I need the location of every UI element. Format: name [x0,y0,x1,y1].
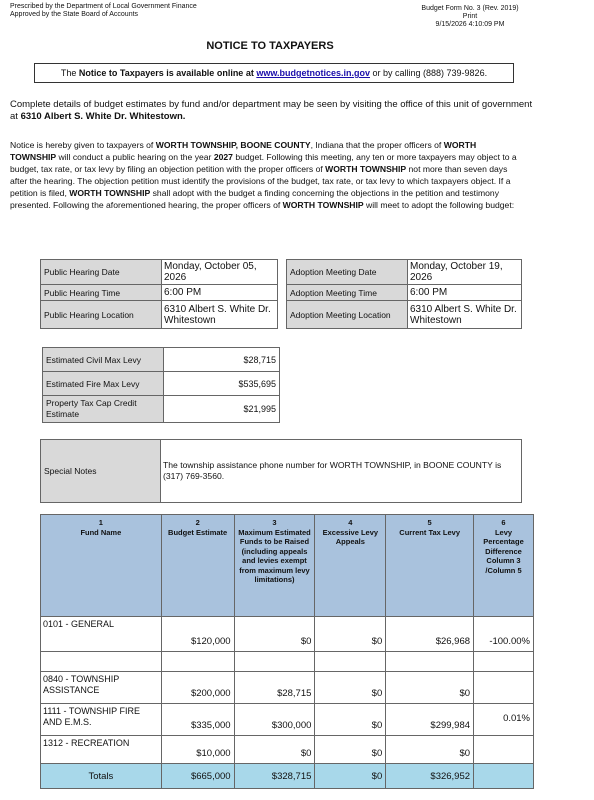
header-right [405,5,535,29]
col-3-number: 3 [272,518,277,527]
notice-text-4: budget. Following this meeting, any ten or more taxpayers may object to a budget, tax rate, or tax levy by filing an objection petition with the proper officers of [10,152,517,174]
col-4-number: 4 [348,518,353,527]
notice-text-6: shall adopt with the budget a finding concerning the objections in the petition and testimony presented. Following the aforementioned hearing, the proper officers of [10,188,499,210]
notice-paragraph [10,139,520,211]
table-row [41,704,534,736]
notice-text-2: , Indiana that the proper officers of [310,140,444,150]
col-max-funds-header [234,515,315,617]
hearing-location-label: Public Hearing Location [41,301,162,329]
notice-bold-2: WORTH TOWNSHIP [10,140,477,162]
excessive-levy: $0 [315,617,386,652]
public-hearing-table [40,259,278,329]
col-3-label: Maximum Estimated Funds to be Raised (including appeals and levies exempt from maximum levy limitations) [238,527,311,584]
notice-text-7: will meet to adopt the following budget: [363,200,515,210]
total-excessive-levy: $0 [315,764,386,789]
civil-levy-value: $28,715 [164,348,280,372]
form-number: Budget Form No. 3 (Rev. 2019) [421,5,519,12]
table-row [41,617,534,652]
totals-label: Totals [41,764,162,789]
col-5-label: Current Tax Levy [399,527,460,537]
notice-bold-5: WORTH TOWNSHIP [69,188,151,198]
total-budget-estimate: $665,000 [161,764,234,789]
hearing-date-value: Monday, October 05, 2026 [162,260,278,285]
current-levy: $26,968 [386,617,474,652]
special-notes-text: The township assistance phone number for WORTH TOWNSHIP, in BOONE COUNTY is (317) 769-3560. [161,440,522,503]
col-1-label: Fund Name [80,527,122,537]
fund-table-header [41,515,534,617]
adoption-location-label: Adoption Meeting Location [287,301,408,329]
adoption-date-value: Monday, October 19, 2026 [408,260,522,285]
table-spacer-row [41,652,534,672]
levy-pct: 0.01% [474,704,534,736]
max-funds: $0 [234,617,315,652]
max-funds: $0 [234,736,315,764]
fund-name: 1111 - TOWNSHIP FIRE AND E.M.S. [41,704,162,736]
adoption-location-value: 6310 Albert S. White Dr. Whitestown [408,301,522,329]
levy-estimates-table [42,347,280,423]
total-max-funds: $328,715 [234,764,315,789]
col-4-label: Excessive Levy Appeals [322,527,379,546]
notice-bold-3: 2027 [213,152,233,162]
total-levy-pct [474,764,534,789]
col-2-label: Budget Estimate [168,527,228,537]
col-current-levy-header [386,515,474,617]
fire-levy-label: Estimated Fire Max Levy [43,372,164,396]
excessive-levy: $0 [315,736,386,764]
budget-notices-link[interactable]: www.budgetnotices.in.gov [256,68,370,78]
details-address: 6310 Albert S. White Dr. Whitestown. [20,111,186,122]
fund-name: 0101 - GENERAL [41,617,162,652]
print-timestamp: 9/15/2026 4:10:09 PM [435,21,505,28]
table-row [41,672,534,704]
notice-bold-1: WORTH TOWNSHIP, BOONE COUNTY [155,140,311,150]
col-2-number: 2 [195,518,200,527]
col-budget-estimate-header [161,515,234,617]
page-title: NOTICE TO TAXPAYERS [206,40,334,52]
current-levy: $0 [386,736,474,764]
special-notes-label: Special Notes [41,440,161,503]
fund-name: 1312 - RECREATION [41,736,162,764]
current-levy: $0 [386,672,474,704]
print-label: Print [462,13,478,20]
col-6-number: 6 [501,518,506,527]
adoption-time-value: 6:00 PM [408,285,522,301]
excessive-levy: $0 [315,672,386,704]
budget-estimate: $335,000 [161,704,234,736]
special-notes-table [40,439,522,503]
total-current-levy: $326,952 [386,764,474,789]
civil-levy-label: Estimated Civil Max Levy [43,348,164,372]
fund-name: 0840 - TOWNSHIP ASSISTANCE [41,672,162,704]
table-row [41,736,534,764]
online-notice-suffix: or by calling (888) 739-9826. [370,68,488,78]
totals-row [41,764,534,789]
details-text: Complete details of budget estimates by fund and/or department may be seen by visiting the office of this unit of government at [10,99,533,122]
levy-pct [474,672,534,704]
tax-cap-credit-label: Property Tax Cap Credit Estimate [43,396,164,423]
max-funds: $28,715 [234,672,315,704]
budget-estimate: $200,000 [161,672,234,704]
fund-table [40,514,534,789]
online-notice-prefix: The [60,68,79,78]
header-left [10,3,197,19]
hearing-location-value: 6310 Albert S. White Dr. Whitestown [162,301,278,329]
col-5-number: 5 [427,518,432,527]
fire-levy-value: $535,695 [164,372,280,396]
col-levy-pct-header [474,515,534,617]
notice-text-5: not more than seven days after the hearing. The objection petition must identify the provisions of the budget, tax rate, or tax levy to which taxpayers object. If a petition is filed, [10,164,511,198]
notice-text-1: Notice is hereby given to taxpayers of [10,140,156,150]
col-excessive-levy-header [315,515,386,617]
prescribed-by: Prescribed by the Department of Local Government Finance [10,3,197,10]
approved-by: Approved by the State Board of Accounts [10,11,139,18]
notice-bold-4: WORTH TOWNSHIP [325,164,407,174]
excessive-levy: $0 [315,704,386,736]
levy-pct: -100.00% [474,617,534,652]
tax-cap-credit-value: $21,995 [164,396,280,423]
details-paragraph [10,99,535,123]
notice-text-3: will conduct a public hearing on the year [56,152,214,162]
notice-bold-6: WORTH TOWNSHIP [282,200,364,210]
online-notice-bold: Notice to Taxpayers is available online at [78,68,257,78]
hearing-time-label: Public Hearing Time [41,285,162,301]
hearing-time-value: 6:00 PM [162,285,278,301]
adoption-date-label: Adoption Meeting Date [287,260,408,285]
col-1-number: 1 [98,518,103,527]
online-notice-box [34,63,514,83]
budget-estimate: $120,000 [161,617,234,652]
col-6-label: Levy Percentage Difference Column 3 /Column 5 [483,527,524,575]
col-fund-name-header [41,515,162,617]
max-funds: $300,000 [234,704,315,736]
adoption-meeting-table [286,259,522,329]
adoption-time-label: Adoption Meeting Time [287,285,408,301]
budget-estimate: $10,000 [161,736,234,764]
hearing-date-label: Public Hearing Date [41,260,162,285]
levy-pct [474,736,534,764]
current-levy: $299,984 [386,704,474,736]
